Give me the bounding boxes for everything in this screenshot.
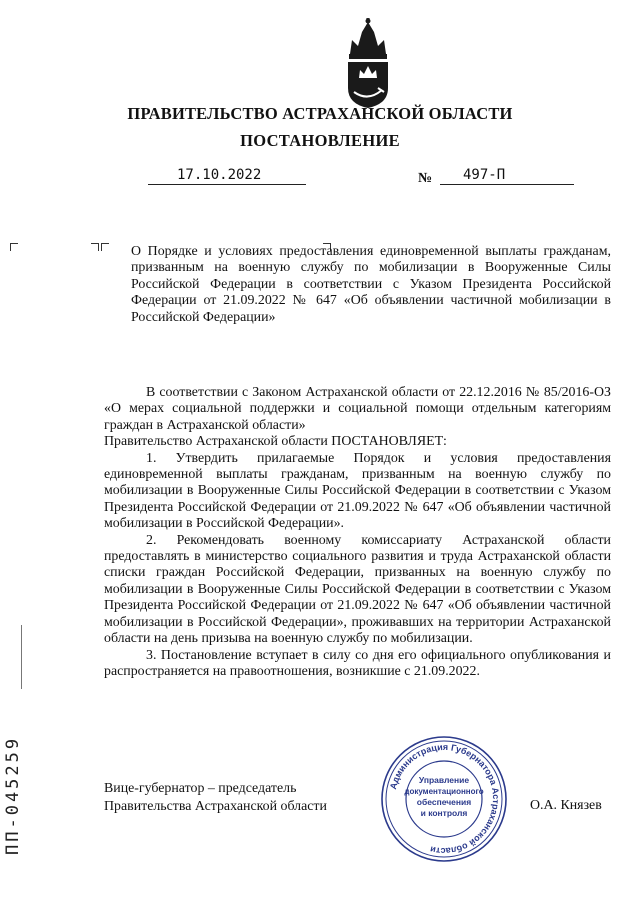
item-3-paragraph: 3. Постановление вступает в силу со дня его официального опубликования и распространяется на правоотношения, возникшие с 21.09.2022. [104, 647, 611, 679]
margin-mark [21, 625, 22, 689]
stamp-line-2: документационного [404, 787, 484, 796]
number-underline [440, 184, 574, 185]
stamp-line-4: и контроля [420, 808, 468, 818]
number-sign: № [418, 171, 433, 186]
item-1-paragraph: 1. Утвердить прилагаемые Порядок и условия предоставления единовременной выплаты гражданам, призванным на военную службу по мобилизации в Вооруженные Силы Российской Федерации в соответствии с Указом Президента Российской Федерации от 21.09.2022 № 647 «Об объявлении частичной мобилизации в Российской Федерации». [104, 450, 611, 532]
signatory-position-line-1: Вице-губернатор – председатель [104, 781, 297, 796]
date-underline [148, 184, 306, 185]
document-date: 17.10.2022 [177, 167, 262, 183]
corner-bracket [101, 243, 109, 251]
document-subject: О Порядке и условиях предоставления единовременной выплаты гражданам, призванным на военную службу по мобилизации в Вооруженные Силы Российской Федерации в соответствии с Указом Президента Российской Федерации от 21.09.2022 № 647 «Об объявлении частичной мобилизации в Российской Федерации» [131, 244, 611, 325]
preamble-paragraph: В соответствии с Законом Астраханской области от 22.12.2016 № 85/2016-ОЗ «О мерах социальной поддержки и социальной помощи отдельным категориям граждан в Астраханской области» [104, 385, 611, 433]
document-number: 497-П [463, 167, 506, 183]
official-stamp [380, 735, 508, 863]
document-type: ПОСТАНОВЛЕНИЕ [240, 131, 400, 150]
stamp-line-1: Управление [418, 775, 470, 785]
astrakhan-coat-of-arms-icon [340, 18, 396, 110]
serial-number: ПП-045259 [3, 735, 23, 855]
corner-bracket [10, 243, 18, 251]
resolves-line: Правительство Астраханской области ПОСТАНОВЛЯЕТ: [104, 434, 447, 450]
corner-bracket [91, 243, 99, 251]
document-body [104, 385, 611, 680]
item-2-paragraph: 2. Рекомендовать военному комиссариату Астраханской области предоставлять в министерство социального развития и труда Астраханской области списки граждан Российской Федерации, призванных на военную службу по мобилизации в Вооруженные Силы Российской Федерации в соответствии с Указом Президента Российской Федерации от 21.09.2022 № 647 «Об объявлении частичной мобилизации в Российской Федерации», проживавших на территории Астраханской области на день призыва на военную службу по мобилизации. [104, 532, 611, 647]
coat-of-arms-emblem [340, 18, 396, 110]
stamp-line-3: обеспечения [416, 797, 472, 807]
stamp-ring-text: Администрация Губернатора Астраханской области [388, 741, 502, 857]
government-title: ПРАВИТЕЛЬСТВО АСТРАХАНСКОЙ ОБЛАСТИ [127, 104, 513, 123]
signatory-position-line-2: Правительства Астраханской области [104, 798, 327, 814]
signatory-position [104, 780, 327, 815]
signatory-name: О.А. Князев [530, 798, 602, 813]
